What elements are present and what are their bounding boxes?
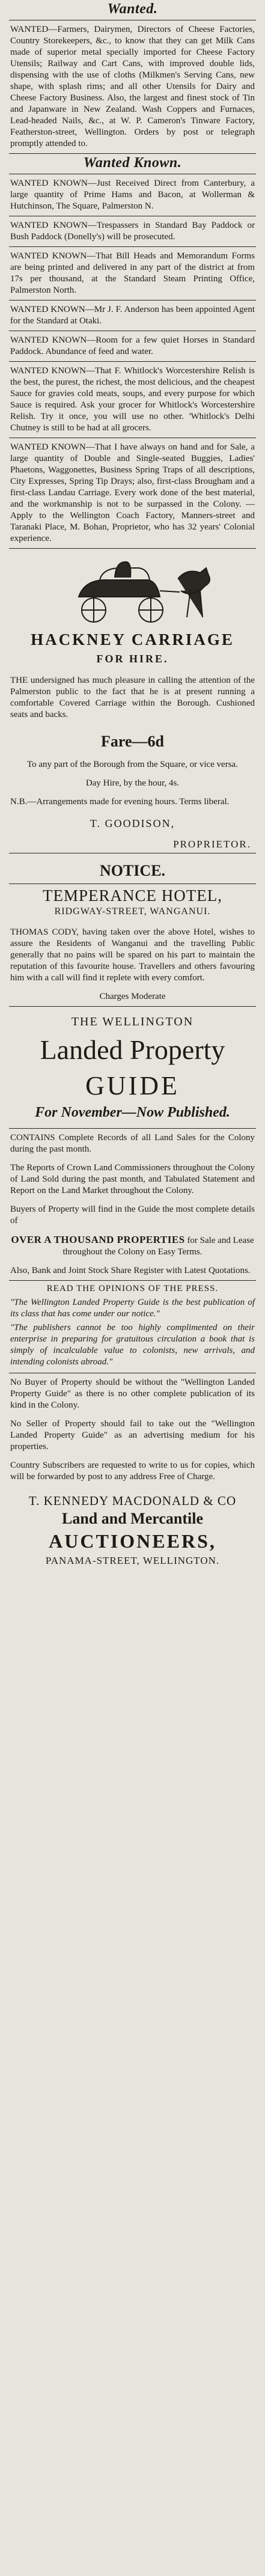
guide-over-rest: for Sale and Lease throughout the Colony on Easy Terms.: [62, 1236, 254, 1257]
wanted-known-ad: [9, 331, 256, 361]
fare-title: Fare—6d: [101, 733, 164, 750]
guide-contains: CONTAINS Complete Records of all Land Sales for the Colony during the past month.: [10, 1133, 255, 1154]
guide-no-seller: No Seller of Property should fail to take out the "Wellington Landed Property Guide" as an advertising medium for his properties.: [10, 1419, 255, 1451]
ad-text: WANTED KNOWN—That F. Whitlock's Worcestershire Relish is the best, the purest, the richest, the most delicious, and the cheapest Sauce for gravies cold meats, soups, and every purpose for which Sauce is required. Ask your grocer for Whitlock's Worcestershire Relish. Try it once, you will use no other. 'Whitlock's Delhi Chutney is still to be had at all grocers.: [10, 366, 255, 433]
wanted-heading: Wanted.: [107, 1, 158, 17]
wanted-section: [9, 1, 256, 153]
ad-text: WANTED KNOWN—Trespassers in Standard Bay Paddock or Bush Paddock (Donelly's) will be prosecuted.: [10, 221, 255, 242]
ad-text: WANTED—Farmers, Dairymen, Directors of Cheese Factories, Country Storekeepers, &c., to know that they can get Milk Cans made of superior metal specially imported for Cheese Factory Utensils; Railway and Cart Cans, with improved double lids, dispensing with the use of cloths (Milkmen's Serving Cans, new shape, with splash rims; and all other Utensils for Dairy and Cheese Factory Business. Also, the largest and finest stock of Tin and Japanware in New Zealand. Wash Coppers and Furnaces, Lead-headed Nails, &c., at W. P. Cameron's Tinware Factory, Featherston-street, Wellington. Orders by post or telegraph promptly attended to.: [10, 25, 255, 148]
guide-over-emphasis: OVER A THOUSAND PROPERTIES: [11, 1234, 185, 1245]
guide-line-1: THE WELLINGTON: [71, 1015, 194, 1028]
notice-heading: NOTICE.: [99, 862, 166, 879]
firm-line-3: AUCTIONEERS,: [49, 1530, 216, 1552]
wanted-known-ad: [9, 362, 256, 438]
hotel-street: RIDGWAY-STREET, WANGANUI.: [54, 906, 211, 917]
wanted-known-section: [9, 155, 256, 548]
wanted-known-ad: [9, 174, 256, 216]
divider: [9, 1006, 256, 1007]
carriage-title: HACKNEY CARRIAGE: [31, 630, 234, 649]
carriage-body: [9, 671, 256, 724]
guide-no-buyer: No Buyer of Property should be without the "Wellington Landed Property Guide" as there is no other complete publication of its kind in the Colony.: [10, 1378, 255, 1410]
firm-line-2: Land and Mercantile: [62, 1510, 203, 1527]
guide-over: [9, 1230, 256, 1262]
wanted-known-ad: [9, 438, 256, 548]
ad-text: THOMAS CODY, having taken over the above Hotel, wishes to assure the Residents of Wanganui and the travelling Public generally that no pains will be spared on his part to maintain the reputation of this favourite house. Travellers and others favouring him with a call will find it replete with every comfort.: [10, 927, 255, 983]
ad-text: WANTED KNOWN—That Bill Heads and Memorandum Forms are being printed and delivered in any part of the district at from 17s per thousand, at the Standard Steam Printing Office, Palmerston North.: [10, 251, 255, 295]
press-opinions: [9, 1281, 256, 1373]
wanted-known-ad: [9, 301, 256, 331]
ad-text: WANTED KNOWN—Just Received Direct from Canterbury, a large quantity of Prime Hams and Bacon, at Wollerman & Hutchinson, The Square, Palmerston N.: [10, 179, 255, 211]
carriage-illustration: [43, 555, 223, 627]
ad-text: WANTED KNOWN—That I have always on hand and for Sale, a large quantity of Double and Single-seated Buggies, Ladies' Phaetons, Waggonettes, Business Spring Traps of all descriptions, City Expresses, Spring Tip Drays; also, first-class Brougham and a first-class Landau Carriage. Every work done of the best material, and the workmanship is not to be surpassed in the Colony. — Apply to the Wellington Coach Factory, Manners-street and Taranaki Place, M. Bohan, Proprietor, who has 32 years' Colonial experience.: [10, 442, 255, 543]
press-quote: "The Wellington Landed Property Guide is the best publication of its class that has come under our notice.": [10, 1298, 255, 1319]
ad-text: THE undersigned has much pleasure in calling the attention of the Palmerston public to the fact that he is at present running a comfortable Covered Carriage within the Borough. Cushioned seats and backs.: [10, 676, 255, 719]
day-hire: Day Hire, by the hour, 4s.: [85, 778, 180, 788]
hackney-carriage-ad: [9, 555, 256, 850]
guide-line-2: Landed Property: [40, 1034, 225, 1065]
firm-name: T. KENNEDY MACDONALD & CO: [28, 1494, 237, 1508]
hotel-name: TEMPERANCE HOTEL,: [43, 887, 222, 905]
guide-country: Country Subscribers are requested to write to us for copies, which will be forwarded by post to any address Free of Charge.: [10, 1460, 255, 1482]
press-quote: "The publishers cannot be too highly complimented on their enterprise in preparing for gratuitous circulation a book that is simply of incalculable value to colonists, new arrivals, and intending colonists abroad.": [10, 1323, 255, 1367]
nb-note: N.B.—Arrangements made for evening hours. Terms liberal.: [10, 797, 230, 807]
temperance-hotel-ad: [9, 862, 256, 1006]
guide-line-4: For November—Now Published.: [35, 1105, 230, 1120]
fare-text: To any part of the Borough from the Square, or vice versa.: [27, 760, 238, 769]
divider: [9, 548, 256, 549]
landed-property-guide-ad: [9, 1015, 256, 1567]
guide-line-3: GUIDE: [85, 1071, 180, 1100]
ad-text: WANTED KNOWN—Mr J. F. Anderson has been appointed Agent for the Standard at Otaki.: [10, 305, 255, 326]
wanted-known-ad: [9, 247, 256, 300]
ad-text: WANTED KNOWN—Room for a few quiet Horses in Standard Paddock. Abundance of feed and water.: [10, 335, 255, 356]
proprietor-title: PROPRIETOR.: [173, 838, 251, 850]
press-heading: READ THE OPINIONS OF THE PRESS.: [46, 1284, 219, 1293]
milk-cans-ad: [9, 20, 256, 153]
wanted-known-heading: Wanted Known.: [83, 155, 182, 171]
carriage-subtitle: FOR HIRE.: [96, 653, 169, 665]
guide-also: Also, Bank and Joint Stock Share Register with Latest Quotations.: [10, 1266, 251, 1275]
firm-address: PANAMA-STREET, WELLINGTON.: [45, 1555, 220, 1566]
guide-reports: The Reports of Crown Land Commissioners throughout the Colony of Land Sold during the past month, and Tabulated Statement and Report on the Land Market throughout the Colony.: [10, 1163, 255, 1195]
hotel-body: [9, 923, 256, 987]
guide-buyers: Buyers of Property will find in the Guide the most complete details of: [10, 1204, 255, 1225]
divider: [9, 153, 256, 154]
newspaper-column: [9, 0, 256, 2576]
hotel-charges: Charges Moderate: [99, 992, 166, 1001]
proprietor-name: T. GOODISON,: [90, 817, 175, 829]
wanted-known-ad: [9, 216, 256, 246]
